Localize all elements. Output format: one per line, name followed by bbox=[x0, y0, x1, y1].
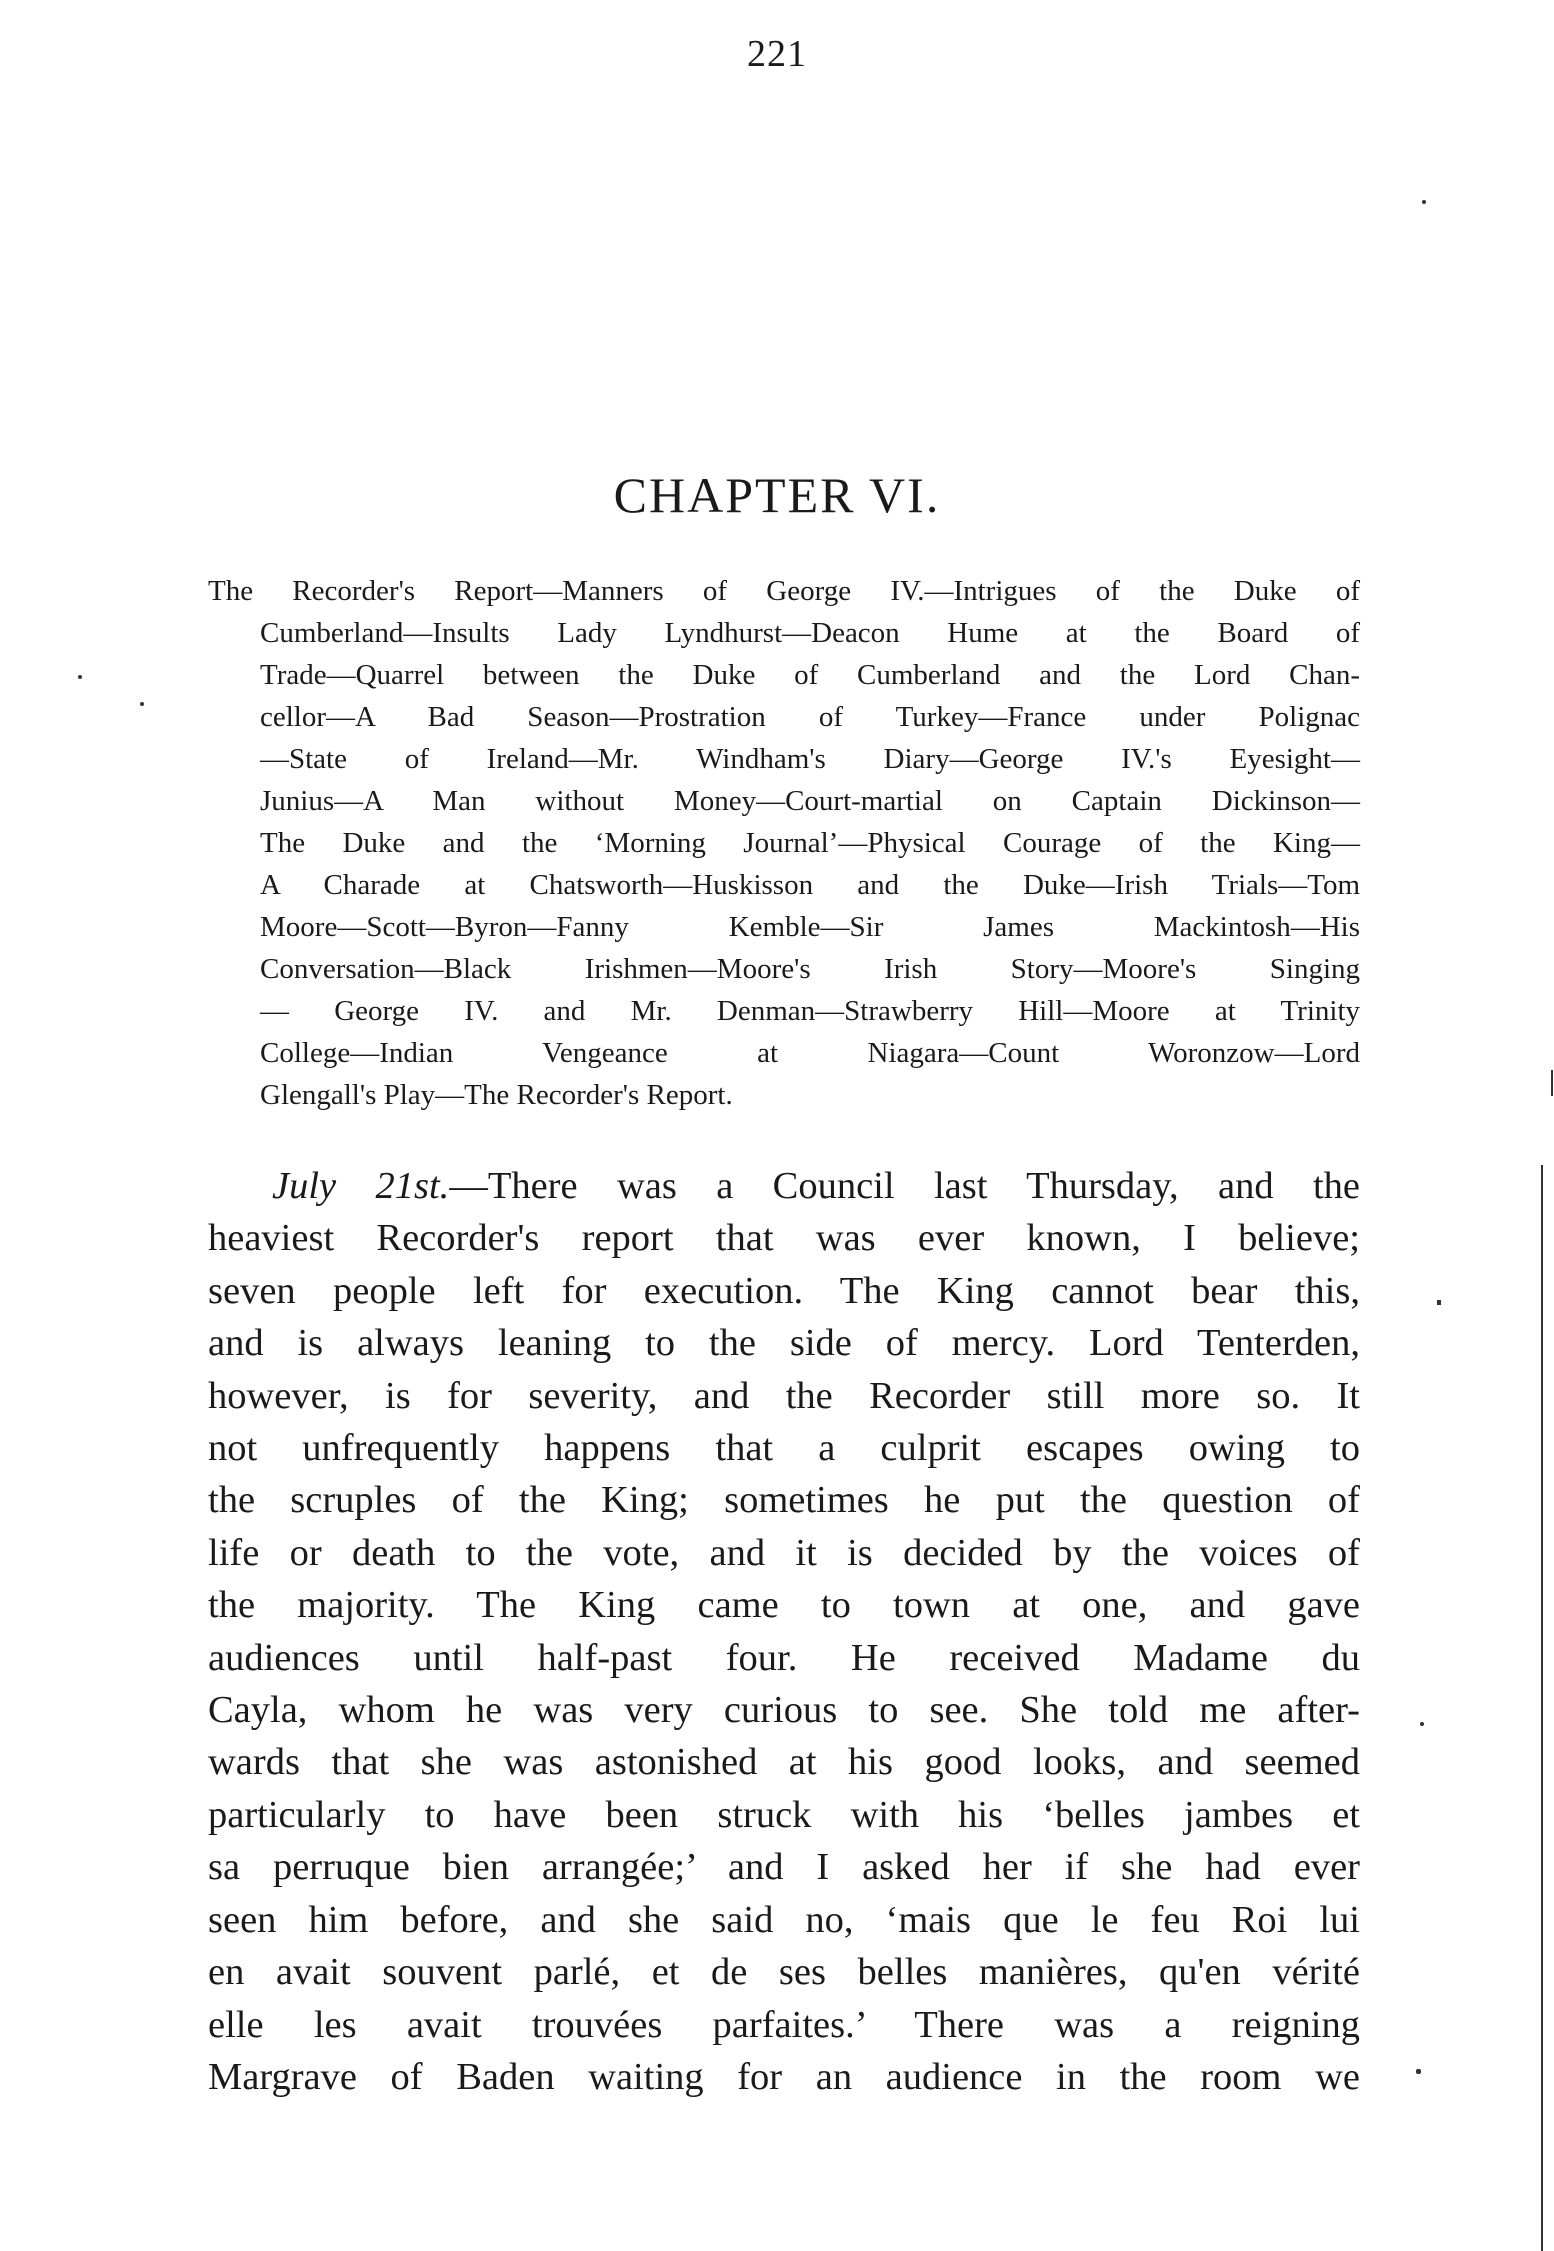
synopsis-line: The Recorder's Report—Manners of George IV.—Intrigues of the Duke of bbox=[208, 575, 1360, 607]
scan-speck bbox=[1416, 2069, 1421, 2074]
scan-speck bbox=[78, 675, 82, 679]
body-line: wards that she was astonished at his good looks, and seemed bbox=[208, 1741, 1360, 1784]
body-line: sa perruque bien arrangée;’ and I asked her if she had ever bbox=[208, 1846, 1360, 1889]
synopsis-line: A Charade at Chatsworth—Huskisson and the Duke—Irish Trials—Tom bbox=[260, 869, 1360, 901]
chapter-synopsis bbox=[208, 570, 1360, 1116]
synopsis-line: Glengall's Play—The Recorder's Report. bbox=[260, 1079, 733, 1111]
body-line: however, is for severity, and the Recorder still more so. It bbox=[208, 1374, 1360, 1417]
scan-speck bbox=[140, 702, 144, 706]
synopsis-line: cellor—A Bad Season—Prostration of Turkey—France under Polignac bbox=[260, 701, 1360, 733]
synopsis-line: — George IV. and Mr. Denman—Strawberry Hill—Moore at Trinity bbox=[260, 995, 1360, 1027]
body-line: life or death to the vote, and it is decided by the voices of bbox=[208, 1531, 1360, 1574]
body-line: the majority. The King came to town at one, and gave bbox=[208, 1584, 1360, 1627]
synopsis-line: Junius—A Man without Money—Court-martial on Captain Dickinson— bbox=[260, 785, 1360, 817]
synopsis-line: Trade—Quarrel between the Duke of Cumberland and the Lord Chan- bbox=[260, 659, 1360, 691]
body-line: seen him before, and she said no, ‘mais que le feu Roi lui bbox=[208, 1898, 1360, 1941]
body-line: seven people left for execution. The King cannot bear this, bbox=[208, 1269, 1360, 1312]
synopsis-line: Moore—Scott—Byron—Fanny Kemble—Sir James Mackintosh—His bbox=[260, 911, 1360, 943]
body-line: not unfrequently happens that a culprit escapes owing to bbox=[208, 1427, 1360, 1470]
scan-speck bbox=[1551, 1070, 1553, 1096]
entry-date: July 21st. bbox=[272, 1165, 450, 1207]
body-line: and is always leaning to the side of mercy. Lord Tenterden, bbox=[208, 1322, 1360, 1365]
body-line: the scruples of the King; sometimes he put the question of bbox=[208, 1479, 1360, 1522]
body-first-line bbox=[208, 1160, 1360, 1212]
synopsis-line: College—Indian Vengeance at Niagara—Count Woronzow—Lord bbox=[260, 1037, 1360, 1069]
synopsis-line: The Duke and the ‘Morning Journal’—Physical Courage of the King— bbox=[260, 827, 1360, 859]
body-line: Cayla, whom he was very curious to see. She told me after- bbox=[208, 1689, 1360, 1732]
scan-speck bbox=[1541, 1165, 1543, 2251]
body-line: particularly to have been struck with his ‘belles jambes et bbox=[208, 1793, 1360, 1836]
scan-speck bbox=[1437, 1300, 1441, 1305]
body-text bbox=[208, 1160, 1360, 2103]
body-line: en avait souvent parlé, et de ses belles manières, qu'en vérité bbox=[208, 1951, 1360, 1994]
synopsis-line: —State of Ireland—Mr. Windham's Diary—George IV.'s Eyesight— bbox=[260, 743, 1360, 775]
synopsis-line: Conversation—Black Irishmen—Moore's Irish Story—Moore's Singing bbox=[260, 953, 1360, 985]
body-line: elle les avait trouvées parfaites.’ There was a reigning bbox=[208, 2003, 1360, 2046]
body-line: heaviest Recorder's report that was ever known, I believe; bbox=[208, 1217, 1360, 1260]
page-number: 221 bbox=[747, 33, 807, 75]
scan-speck bbox=[1422, 200, 1426, 204]
body-line: Margrave of Baden waiting for an audience in the room we bbox=[208, 2055, 1360, 2098]
chapter-title: CHAPTER VI. bbox=[613, 467, 941, 523]
first-line-text: —There was a Council last Thursday, and the bbox=[449, 1165, 1360, 1207]
scan-speck bbox=[1420, 1722, 1424, 1726]
body-line: audiences until half-past four. He received Madame du bbox=[208, 1636, 1360, 1679]
synopsis-line: Cumberland—Insults Lady Lyndhurst—Deacon Hume at the Board of bbox=[260, 617, 1360, 649]
